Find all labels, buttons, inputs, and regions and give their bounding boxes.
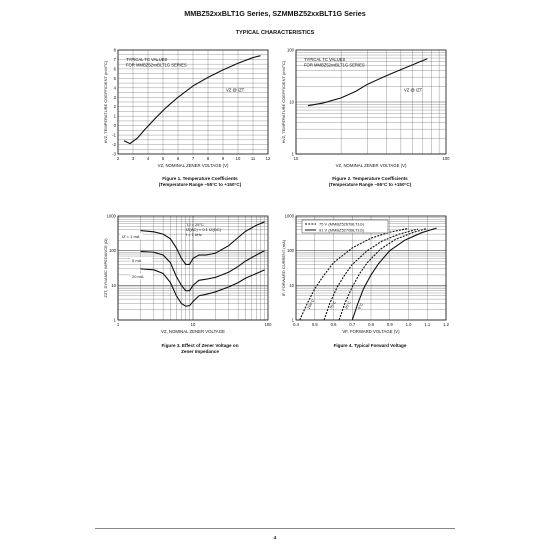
y-tick-label: 10 [289, 282, 294, 288]
y-tick-label: 0 [113, 123, 116, 129]
y-tick-label: 100 [287, 248, 294, 254]
section-title: TYPICAL CHARACTERISTICS [235, 30, 315, 36]
x-axis-label: VZ, NOMINAL ZENER VOLTAGE (V) [335, 163, 407, 168]
plot-area [103, 48, 271, 169]
x-tick-label: 1 [116, 322, 120, 327]
temperature-label: 75°C [329, 300, 337, 310]
x-tick-label: 1.2 [443, 322, 449, 327]
annotation-text: FOR MMBZ52xxBLT1G SERIES [304, 62, 365, 68]
y-tick-label: 3 [113, 94, 116, 100]
temperature-label: 150°C [306, 298, 316, 310]
y-tick-label: -3 [112, 151, 116, 157]
x-tick-label: 0.5 [311, 322, 318, 327]
x-tick-label: 11 [250, 156, 256, 161]
series-line [352, 228, 436, 320]
annotation-text: IZ(AC) = 0.1 IZ(DC) [186, 227, 222, 232]
legend-label: 91 V (MMBZ5270BLT1G) [319, 227, 365, 233]
y-tick-label: 4 [113, 85, 116, 91]
y-tick-label: 10 [289, 99, 294, 105]
page-header: MMBZ52xxBLT1G Series, SZMMBZ52xxBLT1G Series [184, 9, 366, 18]
y-tick-label: -1 [112, 132, 116, 138]
temperature-label: 25°C [344, 300, 352, 310]
y-tick-label: 5 [113, 75, 116, 81]
annotation-text: TYPICAL TC VALUES [126, 57, 168, 62]
y-tick-label: 100 [109, 248, 116, 254]
x-tick-label: 0.9 [386, 322, 393, 327]
series-line [141, 269, 265, 306]
plot-area [281, 214, 450, 335]
page-number: 4 [273, 536, 277, 541]
figure-4-chart [278, 210, 458, 340]
figure-1-caption [120, 176, 280, 188]
series-label: IZ = 1 mA [122, 234, 140, 239]
y-tick-label: 1 [291, 317, 294, 323]
y-axis-label: ZZT, DYNAMIC IMPEDANCE (Ω) [103, 238, 108, 298]
figure-2-caption [290, 176, 450, 188]
y-axis-label: θVZ, TEMPERATURE COEFFICIENT (mV/°C) [281, 60, 286, 144]
x-axis-label: VZ, NOMINAL ZENER VOLTAGE [161, 329, 225, 334]
x-tick-label: 9 [221, 156, 225, 161]
y-tick-label: 10 [111, 282, 116, 288]
x-tick-label: 10 [235, 156, 241, 161]
series-label: 20 mA [132, 274, 144, 279]
temperature-label: 0°C [357, 302, 364, 310]
x-tick-label: 7 [191, 156, 195, 161]
figure-1-caption-line2: (Temperature Range −55°C to +150°C) [158, 182, 242, 187]
x-tick-label: 10 [190, 322, 196, 327]
y-tick-label: 1000 [284, 213, 294, 219]
x-axis-label: VZ, NOMINAL ZENER VOLTAGE (V) [157, 163, 229, 168]
series-label: 5 mA [132, 258, 142, 263]
y-tick-label: 7 [113, 56, 116, 62]
x-tick-label: 6 [176, 156, 180, 161]
figure-3-caption [115, 343, 285, 355]
figure-2-caption-line1: Figure 2. Temperature Coefficients [332, 176, 408, 181]
x-tick-label: 4 [146, 156, 150, 161]
figure-3-caption-line2: Zener Impedance [181, 349, 219, 354]
x-tick-label: 3 [131, 156, 135, 161]
plot-area [281, 48, 450, 169]
annotation-text: VZ @ IZT [404, 87, 423, 93]
annotation-text: TJ = 25°C [186, 222, 204, 227]
y-tick-label: 1 [113, 113, 116, 119]
x-tick-label: 2 [116, 156, 120, 161]
plot-area [103, 214, 272, 335]
annotation-text: FOR MMBZ52xxBLT1G SERIES [126, 62, 187, 68]
annotation-text: f = 1 kHz [186, 232, 202, 237]
figure-4-caption-line1: Figure 4. Typical Forward Voltage [333, 343, 407, 348]
y-axis-label: IF, FORWARD CURRENT (mA) [281, 239, 286, 297]
y-axis-label: θVZ, TEMPERATURE COEFFICIENT (mV/°C) [103, 60, 108, 144]
y-tick-label: 2 [113, 104, 116, 110]
x-tick-label: 12 [265, 156, 271, 161]
x-tick-label: 0.4 [293, 322, 299, 327]
x-axis-label: VF, FORWARD VOLTAGE (V) [342, 329, 400, 334]
figure-2-chart [278, 44, 458, 174]
figure-3-chart [100, 210, 280, 340]
x-tick-label: 100 [442, 156, 450, 161]
figure-1-chart [100, 44, 280, 174]
x-tick-label: 0.6 [330, 322, 337, 327]
x-tick-label: 1.0 [405, 322, 412, 327]
annotation-text: VZ @ IZT [226, 87, 245, 93]
legend-label: 75 V (MMBZ5267BLT1G) [319, 221, 365, 227]
series-line [141, 251, 265, 291]
footer-rule [95, 528, 455, 529]
x-tick-label: 8 [206, 156, 210, 161]
y-tick-label: 6 [113, 66, 116, 72]
figure-4-caption [290, 343, 450, 349]
y-tick-label: 1 [291, 151, 294, 157]
y-tick-label: 100 [287, 47, 294, 53]
y-tick-label: -2 [112, 142, 116, 148]
x-tick-label: 5 [161, 156, 165, 161]
x-tick-label: 1.1 [424, 322, 431, 327]
y-tick-label: 1 [113, 317, 116, 323]
x-tick-label: 10 [293, 156, 299, 161]
y-tick-label: 8 [113, 47, 116, 53]
x-tick-label: 0.8 [368, 322, 374, 327]
figure-3-caption-line1: Figure 3. Effect of Zener Voltage on [161, 343, 239, 348]
x-tick-label: 0.7 [349, 322, 356, 327]
y-tick-label: 1000 [106, 213, 116, 219]
annotation-text: TYPICAL TC VALUES [304, 57, 346, 62]
figure-1-caption-line1: Figure 1. Temperature Coefficients [162, 176, 238, 181]
x-tick-label: 100 [264, 322, 272, 327]
figure-2-caption-line2: (Temperature Range −55°C to +150°C) [328, 182, 412, 187]
